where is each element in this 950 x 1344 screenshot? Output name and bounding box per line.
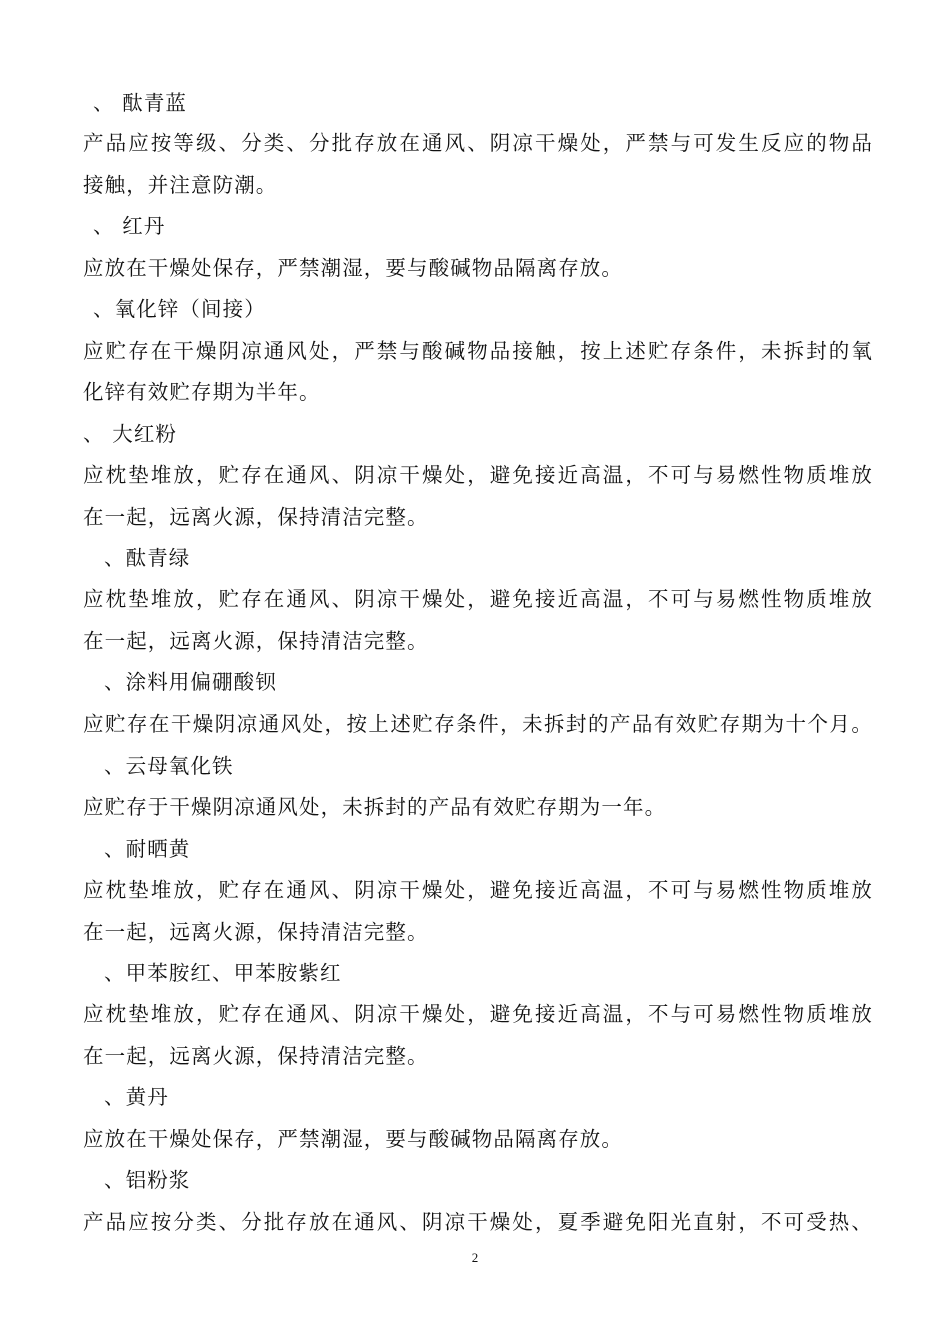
body-line: 应枕垫堆放，贮存在通风、阴凉干燥处，避免接近高温，不可与易燃性物质堆放 (83, 878, 873, 902)
section-heading: 、云母氧化铁 (104, 754, 234, 778)
section-heading: 、甲苯胺红、甲苯胺紫红 (104, 961, 342, 985)
section-heading: 、黄丹 (104, 1085, 169, 1109)
body-line: 应枕垫堆放，贮存在通风、阴凉干燥处，避免接近高温，不与可易燃性物质堆放 (83, 1002, 873, 1026)
body-line: 接触，并注意防潮。 (83, 173, 278, 197)
section-heading: 、 酞青蓝 (93, 91, 188, 115)
body-line: 应放在干燥处保存，严禁潮湿，要与酸碱物品隔离存放。 (83, 256, 623, 280)
body-line: 在一起，远离火源，保持清洁完整。 (83, 1044, 429, 1068)
body-line: 在一起，远离火源，保持清洁完整。 (83, 629, 429, 653)
body-line: 产品应按等级、分类、分批存放在通风、阴凉干燥处，严禁与可发生反应的物品 (83, 131, 873, 155)
body-line: 应放在干燥处保存，严禁潮湿，要与酸碱物品隔离存放。 (83, 1127, 623, 1151)
body-line: 化锌有效贮存期为半年。 (83, 380, 321, 404)
section-heading: 、 大红粉 (83, 422, 178, 446)
section-heading: 、 红丹 (93, 214, 166, 238)
body-line: 应贮存在干燥阴凉通风处，严禁与酸碱物品接触，按上述贮存条件，未拆封的氧 (83, 339, 873, 363)
body-line: 应枕垫堆放，贮存在通风、阴凉干燥处，避免接近高温，不可与易燃性物质堆放 (83, 463, 873, 487)
section-heading: 、涂料用偏硼酸钡 (104, 670, 277, 694)
section-heading: 、铝粉浆 (104, 1168, 191, 1192)
page-number: 2 (471, 1250, 479, 1265)
section-heading: 、酞青绿 (104, 546, 191, 570)
body-line: 应枕垫堆放，贮存在通风、阴凉干燥处，避免接近高温，不可与易燃性物质堆放 (83, 587, 873, 611)
body-line: 应贮存于干燥阴凉通风处，未拆封的产品有效贮存期为一年。 (83, 795, 667, 819)
section-heading: 、耐晒黄 (104, 837, 191, 861)
body-line: 在一起，远离火源，保持清洁完整。 (83, 505, 429, 529)
section-heading: 、氧化锌（间接） (93, 297, 266, 321)
body-line: 在一起，远离火源，保持清洁完整。 (83, 920, 429, 944)
body-line: 产品应按分类、分批存放在通风、阴凉干燥处，夏季避免阳光直射，不可受热、 (83, 1210, 873, 1234)
body-line: 应贮存在干燥阴凉通风处，按上述贮存条件，未拆封的产品有效贮存期为十个月。 (83, 712, 873, 736)
